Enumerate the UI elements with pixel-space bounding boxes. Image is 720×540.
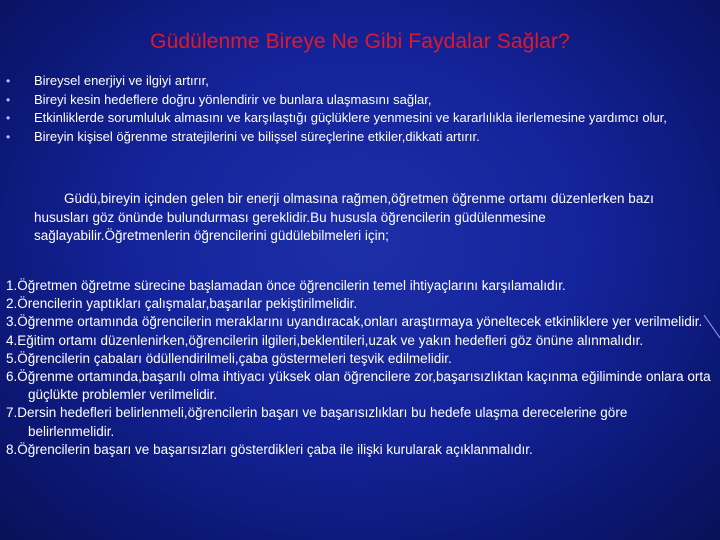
numbered-item: 8.Öğrencilerin başarı ve başarısızları gösterdikleri çaba ile ilişki kurularak açıklanmalıdır. [6, 441, 533, 457]
bullet-icon: • [6, 129, 11, 144]
bullet-text: Bireyi kesin hedeflere doğru yönlendirir ve bunlara ulaşmasını sağlar, [34, 91, 432, 107]
bullet-item [6, 72, 716, 91]
intro-paragraph: Güdü,bireyin içinden gelen bir enerji olmasına rağmen,öğretmen öğrenme ortamı düzenlerken bazı hususları göz önünde bulundurması gereklidir.Bu hususla öğrencilerin güdülenmesine sağlayabilir.Öğretmenlerin öğrencilerini güdülebilmeleri için; [34, 191, 654, 243]
bullet-item [6, 109, 716, 128]
bullet-icon: • [6, 92, 11, 107]
numbered-item: 7.Dersin hedefleri belirlenmeli,öğrencilerin başarı ve başarısızlıkları bu hedefe ulaşma derecelerine göre belirlenmelidir. [6, 405, 628, 439]
numbered-item: 2.Örencilerin yaptıkları çalışmalar,başarılar pekiştirilmelidir. [6, 296, 358, 312]
slide-title: Güdülenme Bireye Ne Gibi Faydalar Sağlar? [150, 30, 570, 53]
bullet-text: Etkinliklerde sorumluluk almasını ve karşılaştığı güçlüklere yenmesini ve kararlılıkla ilerlemesine yardımcı olur, [34, 110, 667, 125]
bullet-text: Bireysel enerjiyi ve ilgiyi artırır, [34, 73, 209, 88]
bullet-item [6, 91, 716, 110]
bullet-icon: • [6, 74, 11, 88]
numbered-item: 5.Öğrencilerin çabaları ödüllendirilmeli,çaba göstermeleri teşvik edilmelidir. [6, 350, 452, 366]
bullet-icon: • [6, 111, 11, 125]
numbered-item: 1.Öğretmen öğretme sürecine başlamadan önce öğrencilerin temel ihtiyaçlarını karşılamalıdır. [6, 278, 566, 293]
numbered-item: 3.Öğrenme ortamında öğrencilerin meraklarını uyandıracak,onları araştırmaya yöneltecek etkinliklere yer verilmelidir. [6, 314, 703, 330]
numbered-item: 6.Öğrenme ortamında,başarılı olma ihtiyacı yüksek olan öğrencilere zor,başarısızlıktan kaçınma eğiliminde onlara orta güçlükte problemler verilmelidir. [6, 369, 711, 403]
bullet-list [6, 72, 716, 146]
numbered-item: 4.Eğitim ortamı düzenlenirken,öğrencilerin ilgileri,beklentileri,uzak ve yakın hedefleri göz önüne alınmalıdır. [6, 332, 644, 348]
bullet-text: Bireyin kişisel öğrenme stratejilerini ve bilişsel süreçlerine etkiler,dikkati artırır. [34, 128, 480, 144]
decorative-line [703, 314, 720, 340]
numbered-list [6, 277, 712, 459]
bullet-item [6, 128, 716, 147]
